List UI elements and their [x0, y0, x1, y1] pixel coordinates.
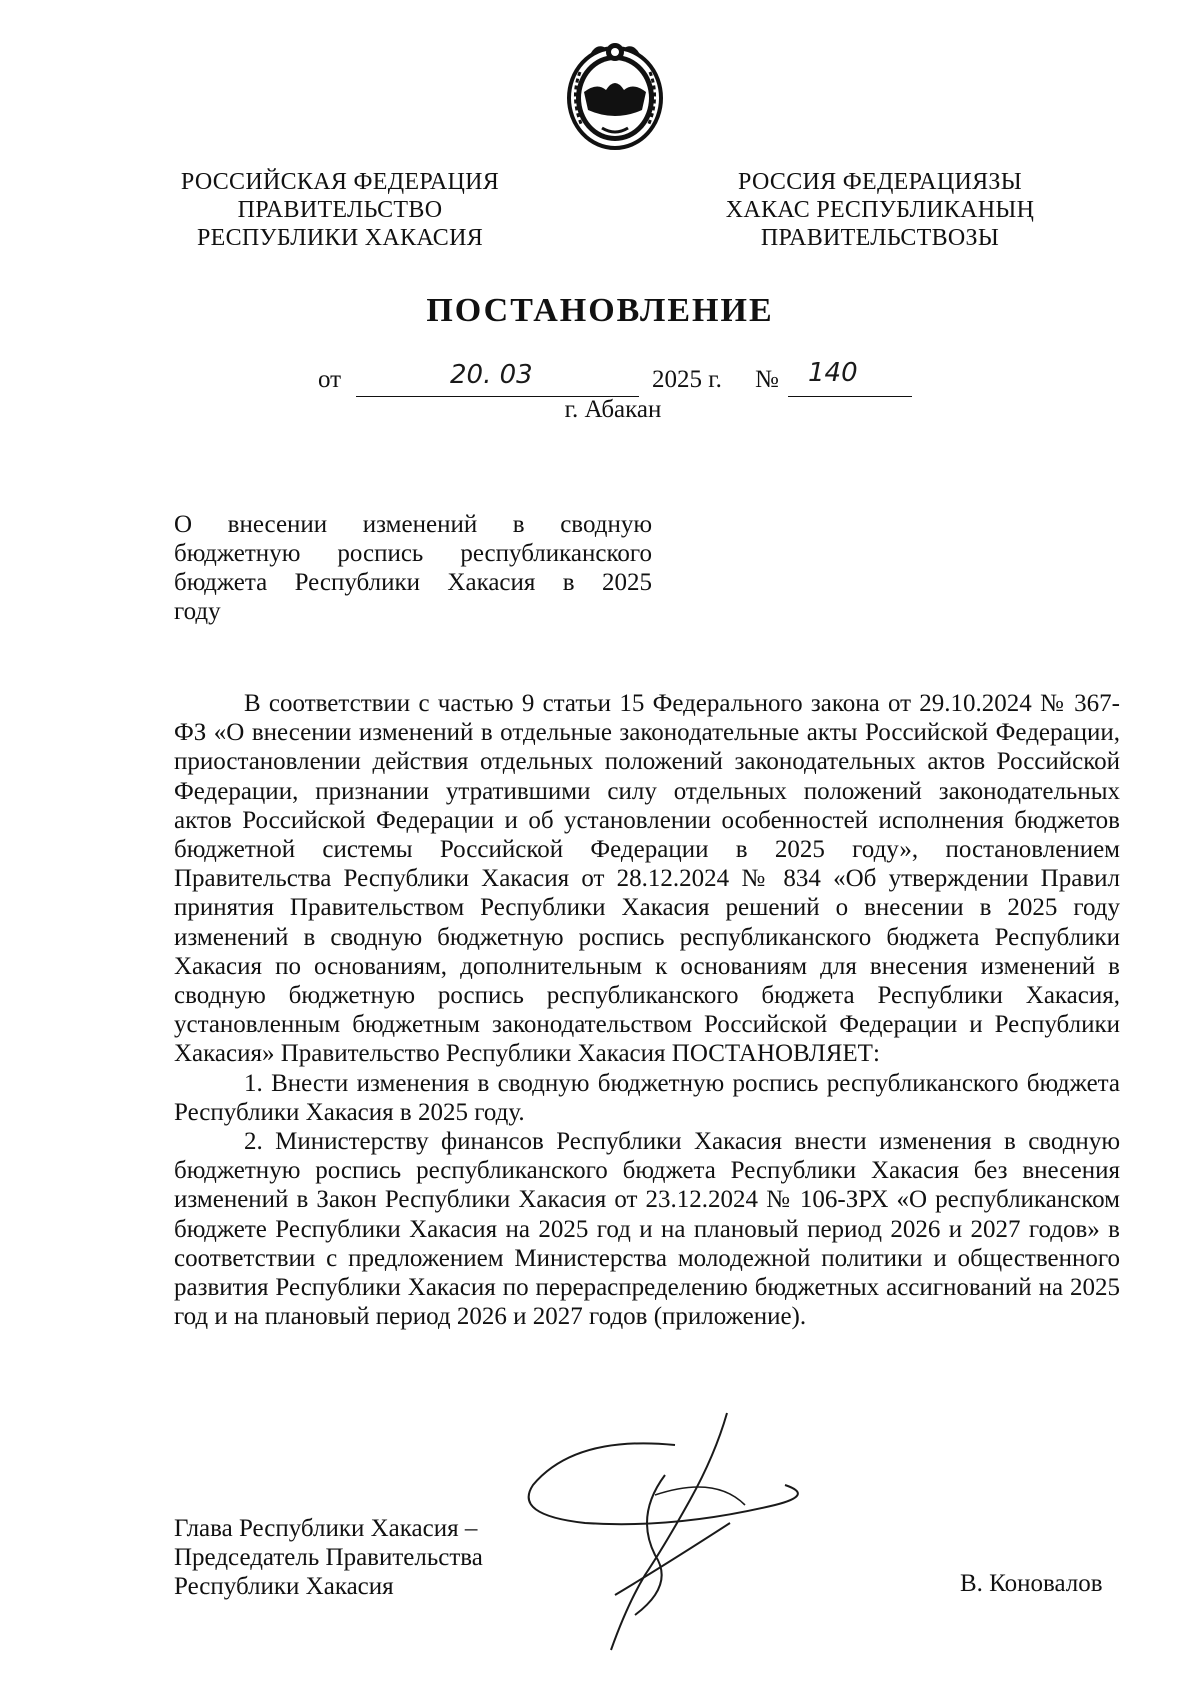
header-left-line: РЕСПУБЛИКИ ХАКАСИЯ	[196, 225, 484, 251]
document-title: ПОСТАНОВЛЕНИЕ	[426, 292, 774, 329]
header-right	[700, 168, 1060, 252]
item-1-paragraph: 1. Внести изменения в сводную бюджетную роспись республиканского бюджета Республики Хакасия в 2025 году.	[174, 1069, 1120, 1126]
document-body	[174, 689, 1120, 1331]
city: г. Абакан	[564, 396, 662, 423]
coat-of-arms-icon	[562, 32, 668, 160]
header-right-line: ПРАВИТЕЛЬСТВОЗЫ	[760, 225, 1000, 251]
subject-line: году	[174, 598, 221, 625]
signatory-title-line: Глава Республики Хакасия –	[174, 1515, 478, 1542]
header-right-line: РОССИЯ ФЕДЕРАЦИЯЗЫ	[738, 169, 1022, 195]
subject-line: бюджетную роспись республиканского	[174, 540, 652, 567]
header-left-line: РОССИЙСКАЯ ФЕДЕРАЦИЯ	[180, 169, 500, 195]
preamble-paragraph: В соответствии с частью 9 статьи 15 Федерального закона от 29.10.2024 № 367-ФЗ «О внесении изменений в отдельные законодательные акты Российской Федерации, приостановлении действия отдельных положений законодательных актов Российской Федерации, признании утратившими силу отдельных положений законодательных актов Российской Федерации и об установлении особенностей исполнения бюджетов бюджетной системы Российской Федерации в 2025 году», постановлением Правительства Республики Хакасия от 28.12.2024 № 834 «Об утверждении Правил принятия Правительством Республики Хакасия решений о внесении в 2025 году изменений в сводную бюджетную роспись республиканского бюджета Республики Хакасия по основаниям, дополнительным к основаниям для внесения изменений в сводную бюджетную роспись республиканского бюджета Республики Хакасия, установленным бюджетным законодательством Российской Федерации и Республики Хакасия» Правительство Республики Хакасия ПОСТАНОВЛЯЕТ:	[174, 690, 1120, 1068]
year-label: 2025 г.	[652, 366, 722, 393]
header-left-line: ПРАВИТЕЛЬСТВО	[237, 197, 443, 223]
handwritten-number: 140	[808, 358, 858, 388]
document-subject	[174, 510, 652, 626]
header-right-line: ХАКАС РЕСПУБЛИКАНЫҢ	[725, 197, 1035, 223]
number-label: №	[755, 366, 779, 393]
header-left	[170, 168, 510, 252]
from-label: от	[318, 366, 342, 393]
subject-line: бюджета Республики Хакасия в 2025	[174, 569, 652, 596]
item-2-paragraph: 2. Министерству финансов Республики Хакасия внести изменения в сводную бюджетную роспись республиканского бюджета Республики Хакасия без внесения изменений в Закон Республики Хакасия от 23.12.2024 № 106-ЗРХ «О республиканском бюджете Республики Хакасия на 2025 год и на плановый период 2026 и 2027 годов» в соответствии с предложением Министерства молодежной политики и общественного развития Республики Хакасия по перераспределению бюджетных ассигнований на 2025 год и на плановый период 2026 и 2027 годов (приложение).	[174, 1128, 1120, 1331]
signatory-title-line: Республики Хакасия	[174, 1573, 394, 1600]
handwritten-signature-icon	[515, 1405, 815, 1655]
signatory-name: В. Коновалов	[960, 1570, 1103, 1597]
signatory-title-line: Председатель Правительства	[174, 1544, 483, 1571]
signatory-title	[174, 1514, 483, 1601]
handwritten-date: 20. 03	[450, 360, 533, 390]
subject-line: О внесении изменений в сводную	[174, 511, 652, 538]
